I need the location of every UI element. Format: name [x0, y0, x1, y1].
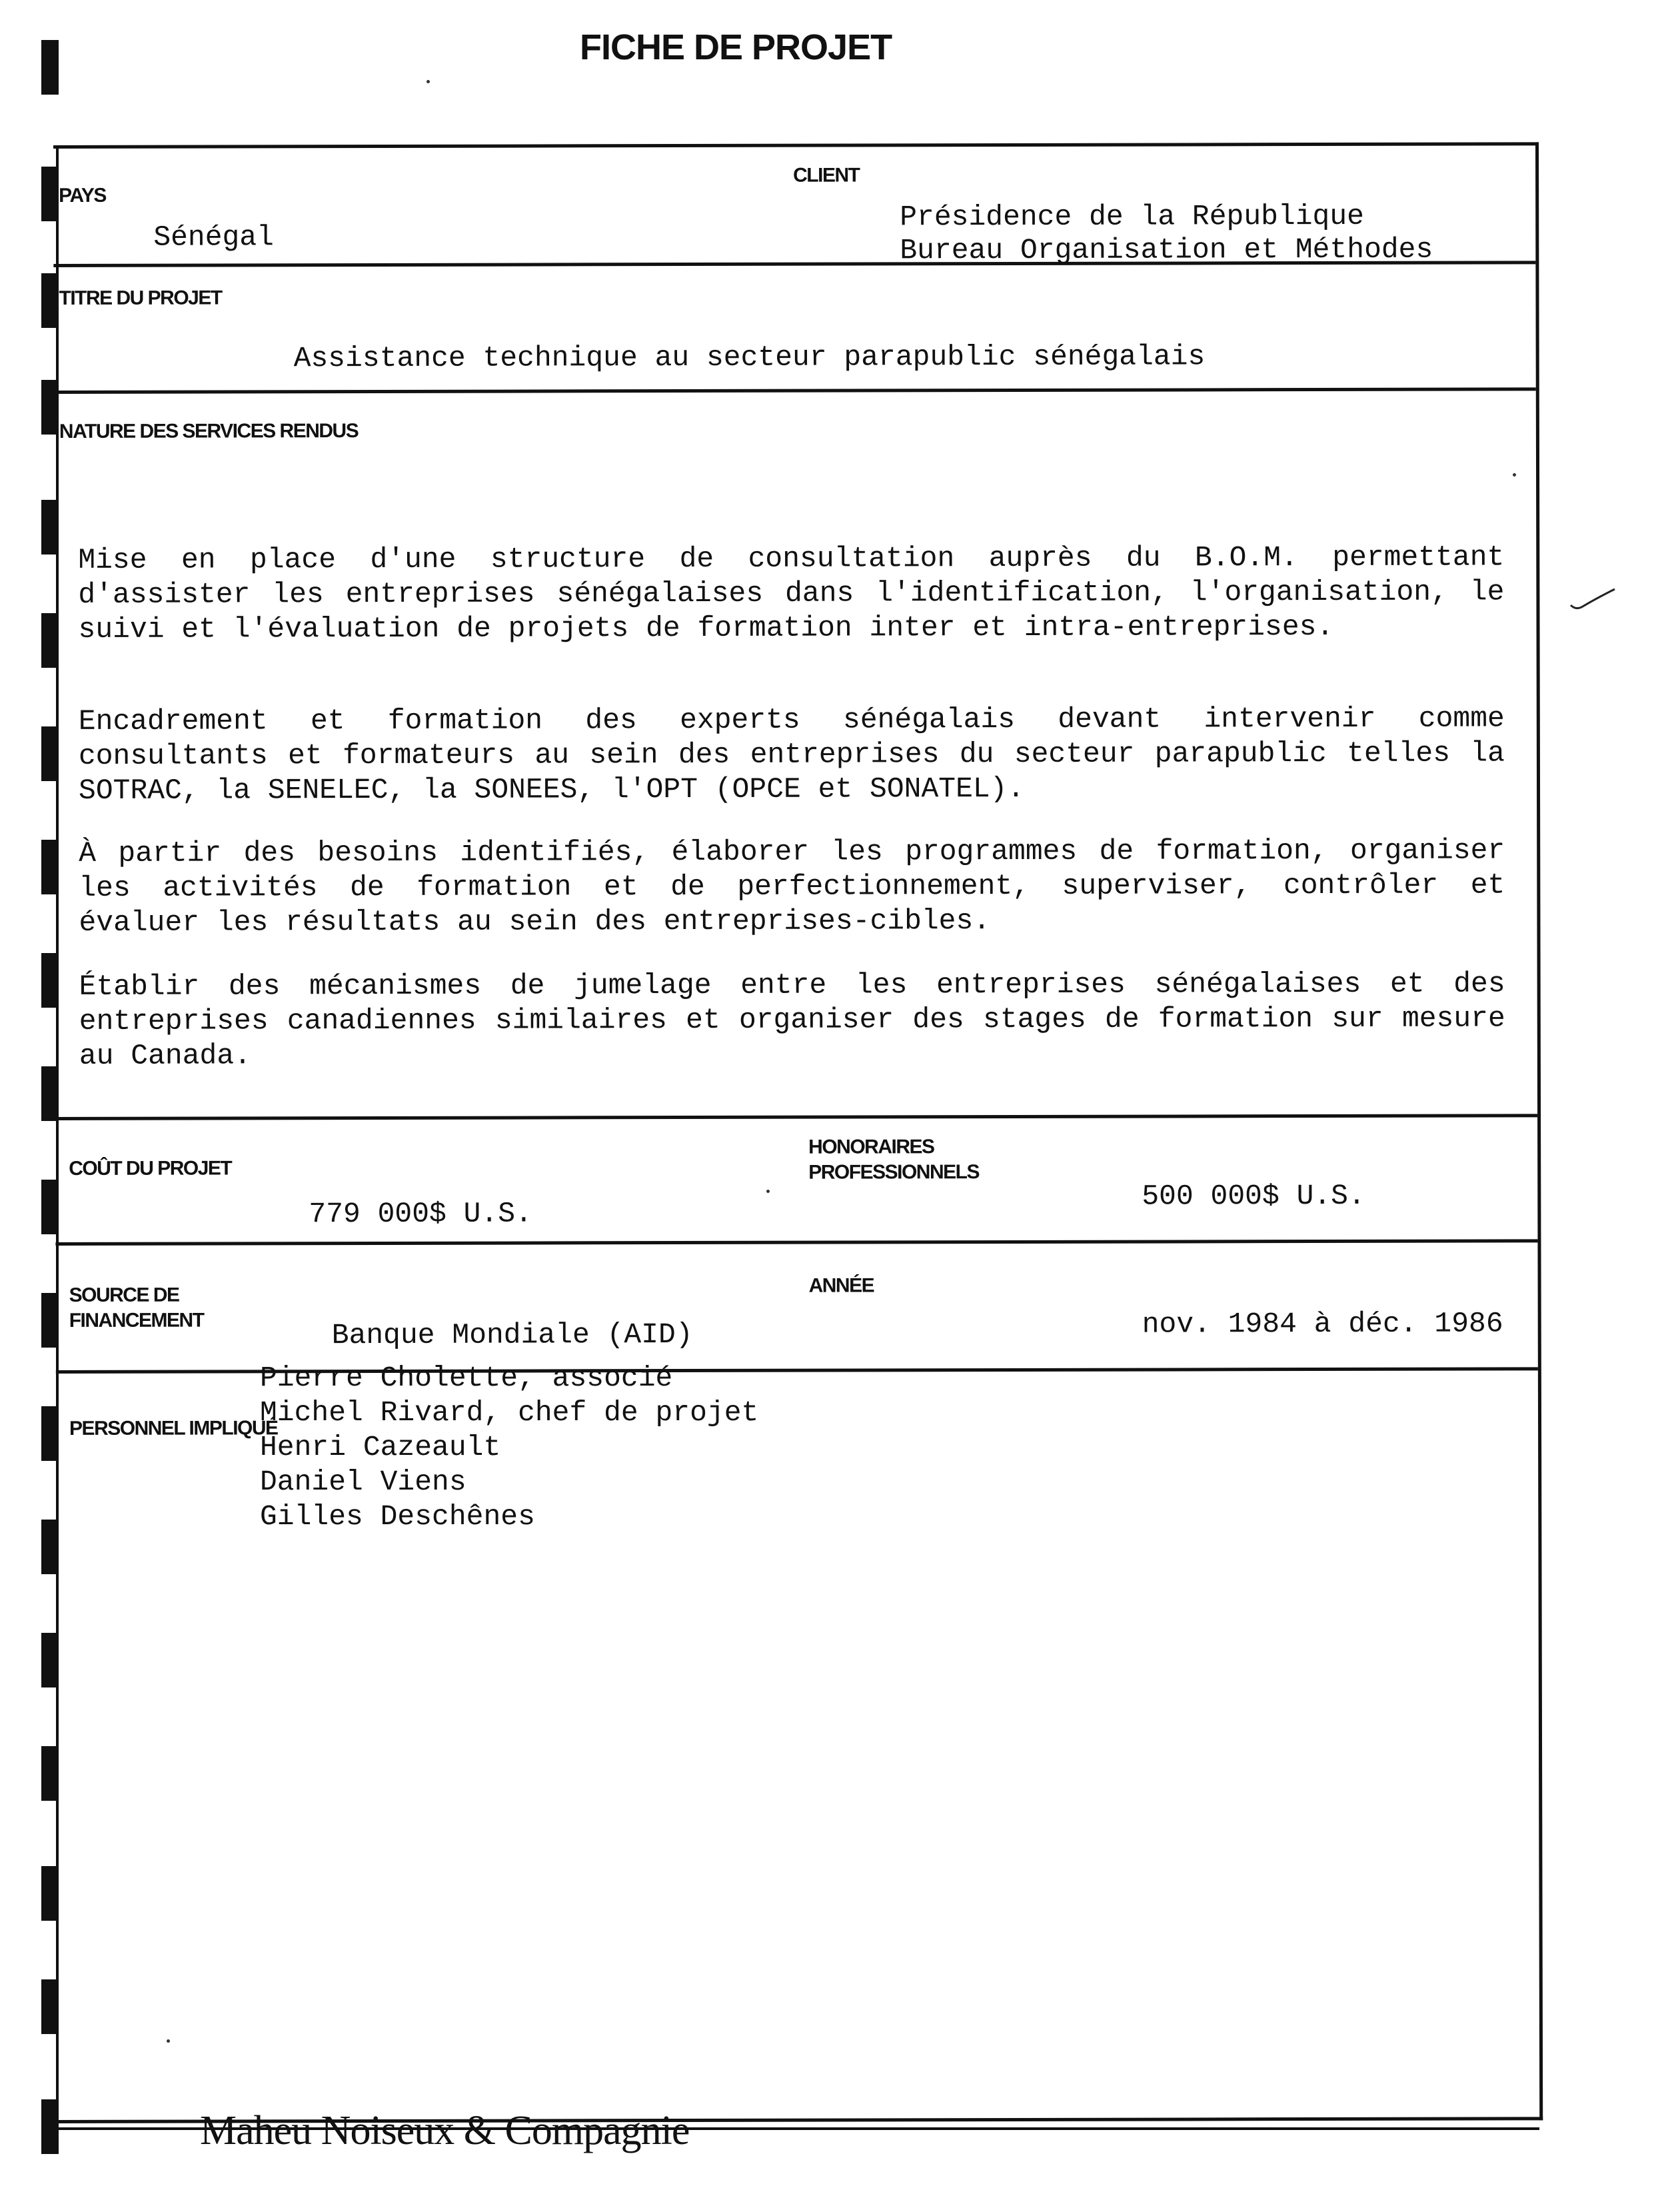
client-line-2: Bureau Organisation et Méthodes	[900, 233, 1433, 267]
nature-paragraph: Établir des mécanismes de jumelage entre les entreprises sénégalaises et des entreprises canadiennes similaires et organiser des stages de formation sur mesure au Canada.	[79, 967, 1505, 1072]
speck	[766, 1190, 770, 1193]
handwritten-check-icon	[1569, 586, 1616, 613]
nature-paragraph: Mise en place d'une structure de consultation auprès du B.O.M. permettant d'assister les entreprises sénégalaises dans l'identification, l'organisation, le suivi et l'évaluation de projets de formation inter et intra-entreprises.	[78, 541, 1505, 646]
client-label: CLIENT	[793, 164, 860, 187]
source-label-line-1: SOURCE DE	[69, 1284, 179, 1306]
personnel-member: Gilles Deschênes	[260, 1500, 535, 1533]
speck	[167, 2039, 170, 2043]
speck	[426, 80, 430, 83]
pays-value: Sénégal	[153, 221, 274, 254]
footer-company: Maheu Noiseux & Compagnie	[200, 2108, 690, 2153]
section-titre	[53, 264, 1535, 394]
personnel-list	[260, 1361, 758, 1534]
section-nature	[54, 391, 1537, 1120]
personnel-label: PERSONNEL IMPLIQUÉ	[69, 1417, 278, 1440]
speck	[1513, 473, 1516, 477]
titre-value: Assistance technique au secteur parapublic sénégalais	[293, 340, 1206, 375]
nature-paragraph: À partir des besoins identifiés, élaborer les programmes de formation, organiser les activités de formation et de perfectionnement, superviser, contrôler et évaluer les résultats au sein des entreprises-cibles.	[79, 834, 1505, 939]
annee-label: ANNÉE	[808, 1274, 874, 1297]
nature-paragraph: Encadrement et formation des experts sénégalais devant intervenir comme consultants et formateurs au sein des entreprises du secteur parapublic telles la SOTRAC, la SENELEC, la SONEES, l'OPT (OPCE et SONATEL).	[78, 702, 1505, 807]
section-source	[55, 1242, 1537, 1374]
personnel-member: Henri Cazeault	[260, 1431, 501, 1464]
binding-mark	[41, 2099, 59, 2154]
cout-value: 779 000$ U.S.	[309, 1197, 532, 1231]
nature-label: NATURE DES SERVICES RENDUS	[59, 420, 359, 443]
project-form	[53, 142, 1543, 2123]
section-cout	[55, 1117, 1537, 1246]
personnel-member: Pierre Cholette, associé	[260, 1362, 673, 1394]
source-label-line-2: FINANCEMENT	[69, 1309, 204, 1332]
personnel-member: Daniel Viens	[260, 1466, 466, 1498]
binding-mark	[41, 40, 59, 95]
honoraires-value: 500 000$ U.S.	[1142, 1179, 1365, 1213]
pays-label: PAYS	[59, 184, 106, 207]
binding-mark	[41, 1979, 59, 2034]
cout-label: COÛT DU PROJET	[69, 1157, 232, 1180]
honoraires-label-line-2: PROFESSIONNELS	[808, 1161, 979, 1184]
annee-value: nov. 1984 à déc. 1986	[1142, 1307, 1503, 1341]
titre-label: TITRE DU PROJET	[59, 287, 222, 309]
page-title: FICHE DE PROJET	[580, 27, 892, 67]
honoraires-label-line-1: HONORAIRES	[808, 1136, 934, 1158]
source-value: Banque Mondiale (AID)	[331, 1318, 693, 1352]
binding-mark	[41, 1866, 59, 1921]
section-pays-client	[53, 145, 1535, 267]
client-line-1: Présidence de la République	[900, 199, 1364, 234]
personnel-member: Michel Rivard, chef de projet	[260, 1396, 759, 1429]
